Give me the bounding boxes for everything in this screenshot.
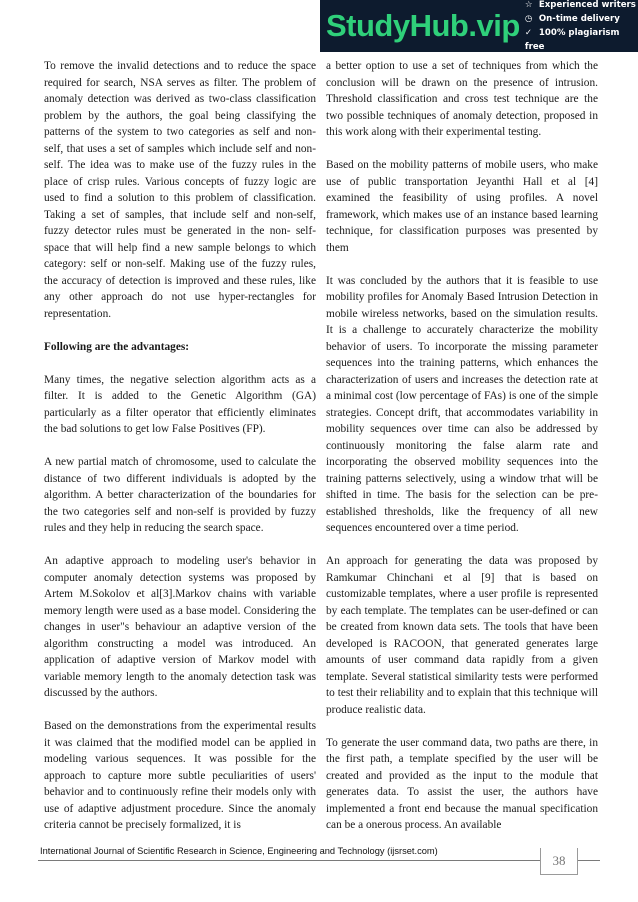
ad-banner[interactable] (320, 0, 638, 52)
feature-label: Experienced writers (538, 0, 636, 10)
clock-icon: ◷ (524, 14, 533, 24)
footer-journal: International Journal of Scientific Research in Science, Engineering and Technology (ijsrset.com) (40, 846, 438, 856)
star-icon: ☆ (524, 0, 533, 10)
brand-logo: StudyHub.vip (326, 8, 520, 43)
paragraph: Many times, the negative selection algorithm acts as a filter. It is added to the Genetic Algorithm (GA) particularly as a filter operator that efficiently eliminates the bad solutions to get low False Positives (FP). (44, 373, 316, 435)
left-column (44, 58, 316, 850)
paragraph: An approach for generating the data was proposed by Ramkumar Chinchani et al [9] that is based on customizable templates, where a user profile is represented by each template. The templates can be user-defined or can be created from known data sets. The tools that have been developed is RACOON, that generated generates large amounts of user command data rapidly from a given template. Several statistical similarity tests were performed to test their reliability and to explain that this technique will produce realistic data. (326, 555, 598, 716)
paragraph: An adaptive approach to modeling user's behavior in computer anomaly detection systems was proposed by Artem M.Sokolov et al[3].Markov chains with variable memory length were used as a base model. Considering the changes in user"s behaviour an adaptive version of the algorithm constructing a model was introduced. An application of adaptive version of Markov model with variable memory length to the anomaly detection task was discussed by the authors. (44, 555, 316, 699)
footer-divider (38, 860, 600, 861)
feature-label: On-time delivery (538, 14, 620, 24)
check-icon: ✓ (524, 28, 533, 38)
paragraph: Based on the mobility patterns of mobile users, who make use of public transportation Jeyanthi Hall et al [4] examined the feasibility of using profiles. A novel framework, which makes use of an instance based learning technique, for classification purposes was presented by them (326, 159, 598, 254)
right-column (326, 58, 598, 850)
feature-item (525, 26, 638, 54)
paragraph: To generate the user command data, two paths are there, in the first path, a template specified by the user will be created and provided as the input to the module that generates data. To assist the user, the authors have implemented a front end because the manual specification can be a onerous process. An available (326, 736, 598, 831)
paragraph: To remove the invalid detections and to reduce the space required for search, NSA serves as filter. The problem of anomaly detection was derived as two-class classification problem by the authors, the goal being classifying the patterns of the system to two categories as self and non-self, that uses a set of samples which include self and non-self. The idea was to make use of the fuzzy rules in the place of crisp rules. Various concepts of fuzzy logic are used to find a solution to this problem of classification. Taking a set of samples, that include self and non-self, fuzzy detector rules must be generated in the non- self-space that will help find a new sample belongs to which category: self or non-self. Making use of the fuzzy rules, the accuracy of detection is improved and these rules, like any other approach do not use hyper-rectangles for representation. (44, 60, 316, 320)
feature-item (525, 0, 638, 12)
page-number-box (540, 848, 578, 875)
paragraph: a better option to use a set of techniques from which the conclusion will be drawn on the presence of intrusion. Threshold classification and cross test technique are the two possible techniques of anomaly detection, proposed in this work along with their experimental testing. (326, 60, 598, 138)
paragraph: A new partial match of chromosome, used to calculate the distance of two different individuals is adopted by the algorithm. A better characterization of the boundaries for the two categories self and non-self is provided by fuzzy rules and they help in reducing the search space. (44, 456, 316, 534)
feature-label: 100% plagiarism free (524, 28, 620, 52)
page-number: 38 (552, 853, 566, 868)
paragraph: Based on the demonstrations from the experimental results it was claimed that the modified model can be applied in modeling various sequences. It was possible for the approach to capture more subtle peculiarities of users' behavior and to continuously refine their models only with use of adaptive adjustment procedure. Since the anomaly criteria cannot be precisely formalized, it is (44, 720, 316, 831)
section-heading: Following are the advantages: (44, 340, 190, 353)
feature-item (525, 12, 638, 26)
paragraph: It was concluded by the authors that it is feasible to use mobility profiles for Anomaly Based Intrusion Detection in mobile wireless networks, based on the simulation results. It is a challenge to accurately characterize the mobility behavior of users. To incorporate the missing parameter sequences into the training patterns, which enhances the characterization of users and increases the detection rate at a minimal cost (low percentage of FAs) is one of the simple strategies. Concept drift, that accommodates variability in mobility sequences over time can also be addressed by continuously monitoring the false alarm rate and incorporating the observed mobility sequences into the training patterns selectively, using a window trhat will be shifted in time. The basis for the selection can be pre-established thresholds, like the frequency of all new sequences encountered over a time period. (326, 274, 598, 534)
feature-list (525, 0, 638, 54)
